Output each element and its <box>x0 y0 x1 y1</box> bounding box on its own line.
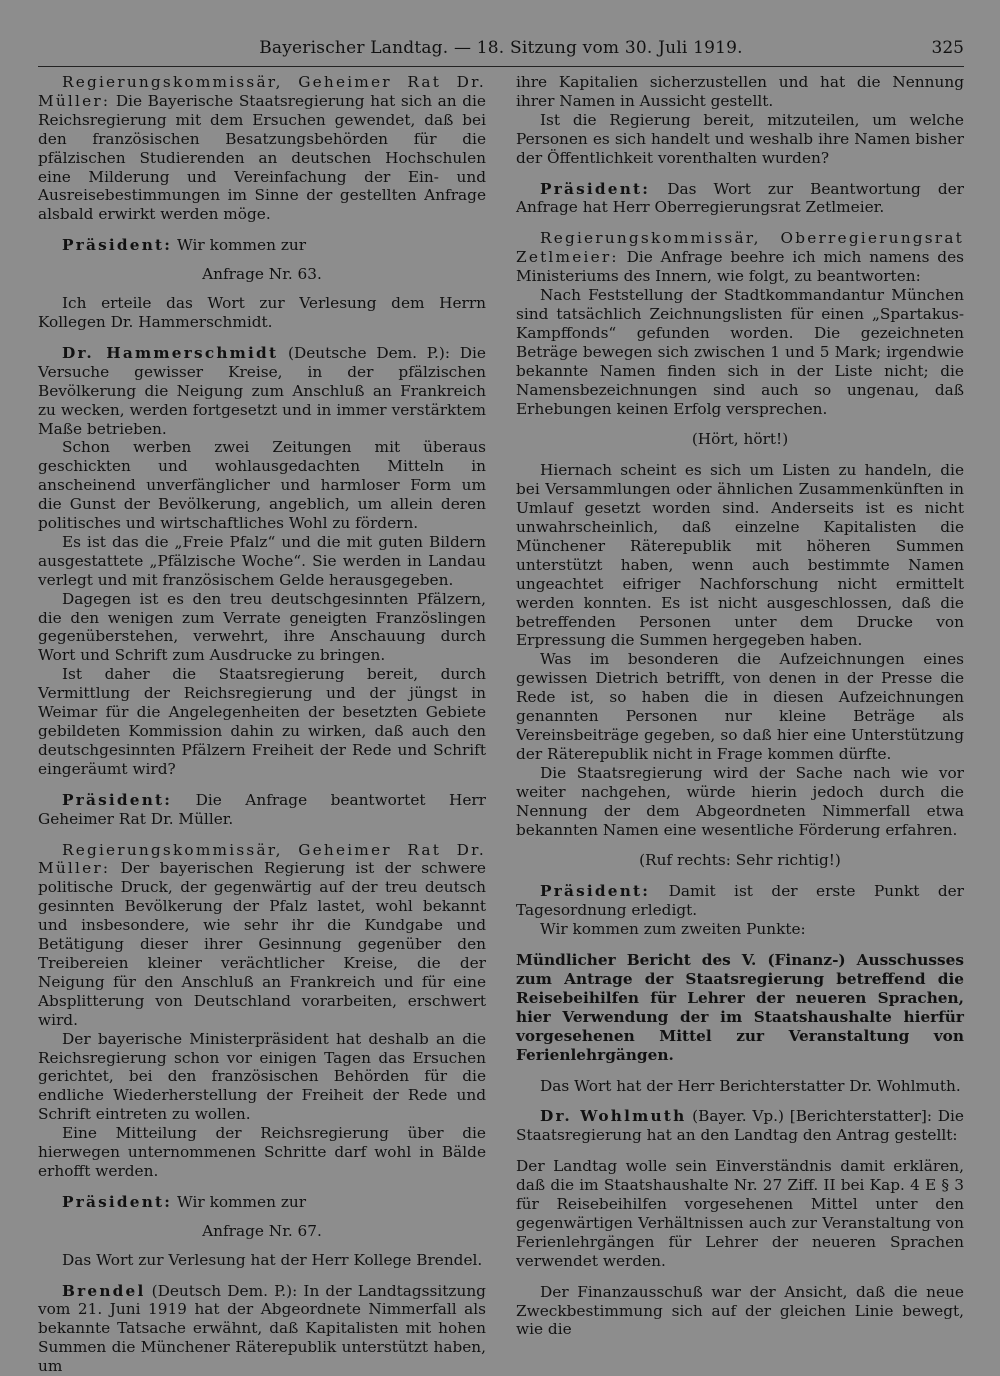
paragraph <box>38 1282 486 1376</box>
paragraph: Was im besonderen die Aufzeichnungen eines gewissen Dietrich betrifft, von denen in der Presse die Rede ist, so haben die in diesen Aufzeichnungen genannten Personen nur kleine Beträge als Vereinsbeiträge gegeben, so daß hier eine Unterstützung der Räterepublik nicht in Frage kommen dürfte. <box>516 650 964 763</box>
section-heading: Anfrage Nr. 63. <box>202 265 322 284</box>
interjection: (Ruf rechts: Sehr richtig!) <box>639 851 841 870</box>
paragraph <box>516 229 964 286</box>
paragraph-text: Die Anfrage beehre ich mich namens des Ministeriums des Innern, wie folgt, zu beantworten: <box>516 248 964 286</box>
paragraph <box>516 180 964 218</box>
paragraph: Es ist das die „Freie Pfalz“ und die mit guten Bildern ausgestattete „Pfälzische Woche“. Sie werden in Landau verlegt und mit französischem Gelde herausgegeben. <box>38 532 486 589</box>
interjection: (Hört, hört!) <box>691 430 789 449</box>
paragraph-text: Die Anfrage beantwortet Herr Geheimer Rat Dr. Müller. <box>38 790 486 828</box>
paragraph: ihre Kapitalien sicherzustellen und hat die Nennung ihrer Namen in Aussicht gestellt. <box>516 73 964 110</box>
paragraph-text: Die Bayerische Staatsregierung hat sich an die Reichsregierung mit dem Ersuchen gewendet, daß bei den französischen Besatzungsbehörden für die pfälzischen Studierenden an deutschen Hochschulen eine Milderung und Vereinfachung der Ein- und Ausreisebestimmungen im Sinne der gestellten Anfrage alsbald erwirkt werden möge. <box>38 91 486 224</box>
paragraph-text: Der bayerischen Regierung ist der schwere politische Druck, der gegenwärtig auf der treu deutsch gesinnten Bevölkerung der Pfalz lastet, wohl bekannt und insbesondere, wie sehr ihr die Kundgabe und Betätigung dieser ihrer Gesinnung gegenüber den Treibereien kleiner verächtlicher Kreise, die der Neigung für den Anschluß an Frankreich und für eine Absplitterung von Deutschland vorarbeiten, erschwert wird. <box>38 859 486 1029</box>
paragraph <box>516 882 964 920</box>
paragraph: Der bayerische Ministerpräsident hat deshalb an die Reichsregierung schon vor einigen Tagen das Ersuchen gerichtet, bei den französischen Behörden für die endliche Wiederherstellung der Freiheit der Rede und Schrift eintreten zu wollen. <box>38 1029 486 1124</box>
paragraph <box>38 236 486 255</box>
paragraph: Wir kommen zum zweiten Punkte: <box>540 920 806 939</box>
agenda-item-heading: Mündlicher Bericht des V. (Finanz-) Ausschusses zum Antrage der Staatsregierung betreffend die Reisebeihilfen für Lehrer der neueren Sprachen, hier Verwendung der im Staatshaushalte hierfür vorgesehenen Mittel zur Veranstaltung von Ferienlehrgängen. <box>516 951 964 1064</box>
paragraph-text: Die Versuche gewisser Kreise, in der pfälzischen Bevölkerung die Neigung zum Anschluß an Frankreich zu wecken, werden fortgesetzt und in immer verstärktem Maße betrieben. <box>38 343 486 438</box>
paragraph: Ist daher die Staatsregierung bereit, durch Vermittlung der Reichsregierung und der jüngst in Weimar für die Angelegenheiten der besetzten Gebiete gebildeten Kommission dahin zu wirken, daß auch den deutschgesinnten Pfälzern Freiheit der Rede und Schrift eingeräumt wird? <box>38 665 486 778</box>
paragraph: Die Staatsregierung wird der Sache nach wie vor weiter nachgehen, würde hierin jedoch durch die Nennung der dem Abgeordneten Nimmerfall etwa bekannten Namen eine wesentliche Förderung erfahren. <box>516 763 964 839</box>
speaker-name: Dr. Hammerschmidt <box>62 343 279 362</box>
paragraph: Das Wort zur Verlesung hat der Herr Kollege Brendel. <box>62 1250 483 1269</box>
paragraph: Schon werben zwei Zeitungen mit überaus geschickten und wohlausgedachten Mitteln in anscheinend unverfänglicher und harmloser Form um die Gunst der Bevölkerung, angeblich, um allein deren politisches und wirtschaftliches Wohl zu fördern. <box>38 438 486 533</box>
speaker-name: Regierungskommissär, Oberregierungsrat Zetlmeier: <box>516 229 964 267</box>
speaker-name: Präsident: <box>540 882 651 901</box>
paragraph-text: Das Wort zur Beantwortung der Anfrage hat Herr Oberregierungsrat Zetlmeier. <box>516 179 964 217</box>
paragraph: Ist die Regierung bereit, mitzuteilen, um welche Personen es sich handelt und weshalb ihre Namen bisher der Öffentlichkeit vorenthalten wurden? <box>516 110 964 167</box>
speaker-name: Präsident: <box>540 179 651 198</box>
paragraph-text: Wir kommen zur <box>177 1192 307 1211</box>
paragraph <box>38 73 486 224</box>
running-title: Bayerischer Landtag. — 18. Sitzung vom 30. Juli 1919. <box>259 38 743 58</box>
paragraph: Eine Mitteilung der Reichsregierung über die hierwegen unternommenen Schritte darf wohl in Bälde erhofft werden. <box>38 1124 486 1180</box>
paragraph <box>38 344 486 439</box>
speaker-name: Regierungskommissär, Geheimer Rat Dr. Müller: <box>38 73 486 110</box>
party-label: (Deutsche Dem. P.): <box>287 343 450 362</box>
paragraph-text: Damit ist der erste Punkt der Tagesordnung erledigt. <box>516 882 964 920</box>
party-label: (Bayer. Vp.) [Berichterstatter]: <box>692 1107 933 1126</box>
paragraph: Das Wort hat der Herr Berichterstatter Dr. Wohlmuth. <box>540 1076 961 1095</box>
paragraph: Nach Feststellung der Stadtkommandantur München sind tatsächlich Zeichnungslisten für einen „Spartakus-Kampffonds“ gefunden worden. Die gezeichneten Beträge bewegen sich zwischen 1 und 5 Mark; irgendwie bekannte Namen finden sich in der Liste nicht; die Namensbezeichnungen sind auch so ungenau, daß Erhebungen keinen Erfolg versprechen. <box>516 286 964 418</box>
speaker-name: Brendel <box>62 1281 146 1300</box>
paragraph <box>38 1193 486 1212</box>
paragraph: Dagegen ist es den treu deutschgesinnten Pfälzern, die den wenigen zum Verrate geneigten Französlingen gegenüberstehen, verwehrt, ihre Anschauung durch Wort und Schrift zum Ausdrucke zu bringen. <box>38 589 486 665</box>
paragraph <box>38 791 486 829</box>
section-heading: Anfrage Nr. 67. <box>202 1221 322 1240</box>
left-column <box>38 73 486 1376</box>
running-header <box>38 30 964 67</box>
paragraph: Ich erteile das Wort zur Verlesung dem Herrn Kollegen Dr. Hammerschmidt. <box>38 294 486 331</box>
paragraph-text: Die Staatsregierung hat an den Landtag den Antrag gestellt: <box>516 1107 964 1145</box>
paragraph <box>38 841 486 1030</box>
speaker-name: Dr. Wohlmuth <box>540 1107 687 1126</box>
speaker-name: Präsident: <box>62 1192 173 1211</box>
paragraph-text: In der Landtagssitzung vom 21. Juni 1919 hat der Abgeordnete Nimmerfall als bekannte Tatsache erwähnt, daß Kapitalisten mit hohen Summen die Münchener Räterepublik unterstützt haben, um <box>38 1281 486 1376</box>
paragraph: Der Finanzausschuß war der Ansicht, daß die neue Zweckbestimmung sich auf der gleichen Linie bewegt, wie die <box>516 1282 964 1339</box>
quoted-motion: Der Landtag wolle sein Einverständnis damit erklären, daß die im Staatshaushalte Nr. 27 Ziff. II bei Kap. 4 E § 3 für Reisebeihilfen vorgesehenen Mittel unter den gegenwärtigen Verhältnissen auch zur Veranstaltung von Ferienlehrgängen für Lehrer der neueren Sprachen verwendet werden. <box>516 1157 964 1270</box>
speaker-name: Präsident: <box>62 790 173 809</box>
paragraph <box>516 1107 964 1145</box>
right-column <box>516 73 964 1376</box>
paragraph: Hiernach scheint es sich um Listen zu handeln, die bei Versammlungen oder ähnlichen Zusammenkünften in Umlauf gesetzt worden sind. Anderseits ist es nicht unwahrscheinlich, daß einzelne Kapitalisten die Münchener Räterepublik mit höheren Summen unterstützt haben, wenn auch bestimmte Namen ungeachtet eifriger Nachforschung nicht ermittelt werden konnten. Es ist nicht ausgeschlossen, daß die betreffenden Personen unter dem Drucke von Erpressung die Summen hergegeben haben. <box>516 461 964 650</box>
speaker-name: Regierungskommissär, Geheimer Rat Dr. Müller: <box>38 840 486 878</box>
paragraph-text: Wir kommen zur <box>177 236 307 255</box>
party-label: (Deutsch Dem. P.): <box>151 1281 298 1300</box>
page-number: 325 <box>931 38 964 58</box>
speaker-name: Präsident: <box>62 236 173 255</box>
